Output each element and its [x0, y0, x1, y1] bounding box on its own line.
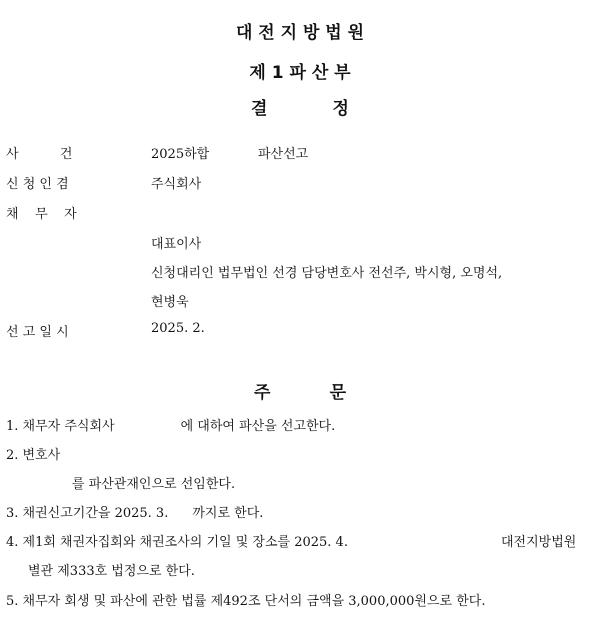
representative-title: 대표이사 — [151, 237, 202, 252]
court-name: 대 전 지 방 법 원 — [235, 23, 365, 43]
order-item-1-end: 에 대하여 파산을 선고한다. — [180, 419, 336, 434]
order-item-4-continued: 별관 제333호 법정으로 한다. — [28, 564, 195, 579]
department-name: 제 1 파 산 부 — [249, 63, 351, 83]
order-item-3-end: 까지로 한다. — [192, 506, 264, 521]
order-item-4-start: 4. 제1회 채권자집회와 채권조사의 기일 및 장소를 2025. 4. — [6, 535, 348, 550]
order-title: 주 문 — [253, 383, 347, 403]
order-item-4 — [6, 531, 348, 550]
order-item-1 — [6, 415, 335, 434]
applicant-label: 신 청 인 겸 — [6, 177, 69, 192]
order-item-3-start: 3. 채권신고기간을 2025. 3. — [6, 506, 169, 521]
applicant-value: 주식회사 — [151, 177, 202, 192]
order-item-3 — [6, 502, 263, 521]
decision-date-label: 선 고 일 시 — [6, 325, 69, 340]
applicant-agent-continued: 현병욱 — [151, 295, 189, 310]
order-item-2: 2. 변호사 — [6, 448, 61, 463]
document-type-title: 결 정 — [251, 99, 349, 119]
case-name: 파산선고 — [258, 147, 309, 162]
order-item-4-venue: 대전지방법원 — [501, 535, 577, 550]
applicant-agent: 신청대리인 법무법인 선경 담당변호사 전선주, 박시형, 오명석, — [151, 266, 503, 281]
order-item-1-start: 1. 채무자 주식회사 — [6, 419, 115, 434]
order-item-2-continued: 를 파산관재인으로 선임한다. — [72, 477, 236, 492]
case-number: 2025하합 — [151, 147, 210, 162]
case-label: 사 건 — [6, 147, 73, 162]
order-item-5: 5. 채무자 회생 및 파산에 관한 법률 제492조 단서의 금액을 3,000,000원으로 한다. — [6, 594, 486, 609]
decision-date-value: 2025. 2. — [151, 321, 205, 336]
debtor-label: 채 무 자 — [6, 207, 77, 222]
